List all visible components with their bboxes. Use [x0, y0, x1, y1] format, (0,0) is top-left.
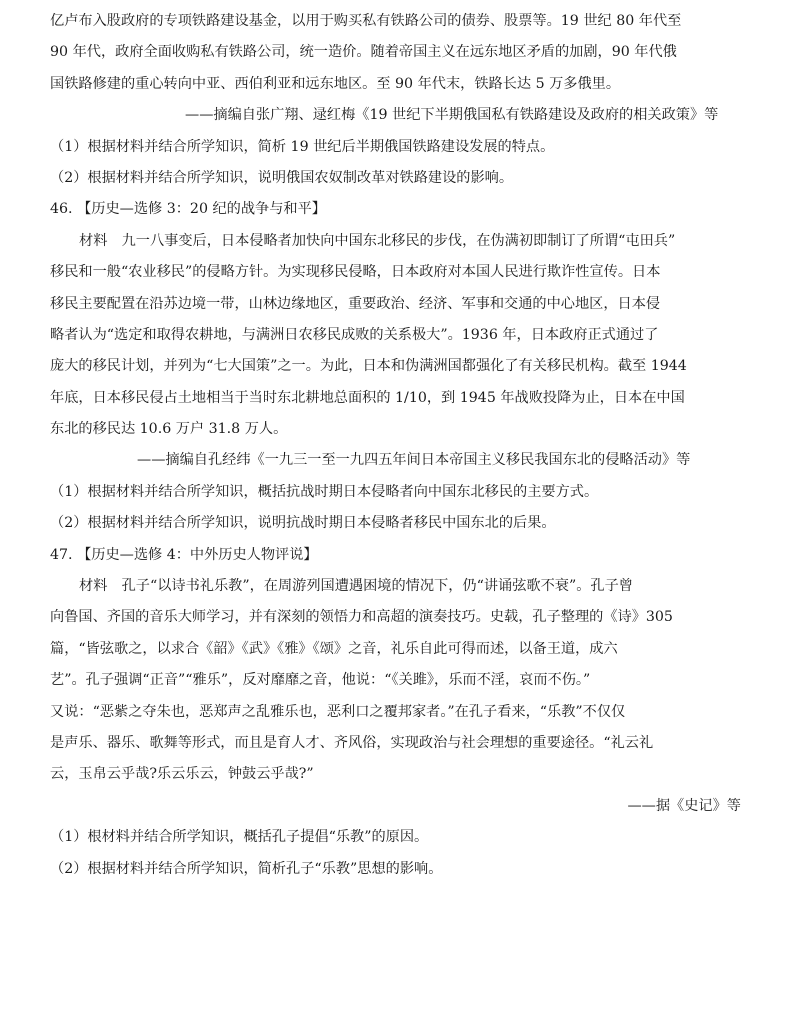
material-line: 云，玉帛云乎哉?乐云乐云，钟鼓云乎哉?”	[50, 766, 314, 783]
section-47	[50, 540, 741, 885]
section-heading: 46. 【历史—选修 3：20 纪的战争与和平】	[50, 201, 326, 218]
question-2: （2）根据材料并结合所学知识，说明抗战时期日本侵略者移民中国东北的后果。	[50, 515, 556, 532]
section-heading: 47. 【历史—选修 4：中外历史人物评说】	[50, 546, 318, 563]
material-line: 篇，“皆弦歌之，以求合《韶》《武》《雅》《颂》之音，礼乐自此可得而述，以备王道，成六	[50, 640, 618, 657]
material-source: ——据《史记》等	[627, 797, 741, 814]
material-line: 移民主要配置在沿苏边境一带，山林边缘地区，重要政治、经济、军事和交通的中心地区，日本侵	[50, 295, 661, 312]
material-line: 亿卢布入股政府的专项铁路建设基金，以用于购买私有铁路公司的债券、股票等。19 世纪 80 年代至	[50, 13, 682, 29]
section-46	[50, 194, 741, 539]
material-line: 90 年代，政府全面收购私有铁路公司，统一造价。随着帝国主义在远东地区矛盾的加剧，90 年代俄	[50, 44, 677, 61]
material-line: 向鲁国、齐国的音乐大师学习，并有深刻的领悟力和高超的演奏技巧。史载，孔子整理的《诗》305	[50, 609, 673, 626]
material-source: ——摘编自张广翔、逯红梅《19 世纪下半期俄国私有铁路建设及政府的相关政策》等	[185, 107, 719, 124]
material-line: 略者认为“选定和取得农耕地，与满洲日农移民成败的关系极大”。1936 年，日本政府正式通过了	[50, 326, 659, 343]
material-line: 年底，日本移民侵占土地相当于当时东北耕地总面积的 1/10，到 1945 年战败投降为止，日本在中国	[50, 389, 685, 406]
section-45	[50, 6, 741, 194]
material-line: 又说：“恶紫之夺朱也，恶郑声之乱雅乐也，恶利口之覆邦家者。”在孔子看来，“乐教”不仅仅	[50, 703, 626, 720]
question-2: （2）根据材料并结合所学知识，说明俄国农奴制改革对铁路建设的影响。	[50, 169, 514, 186]
material-line: 庞大的移民计划，并列为“七大国策”之一。为此，日本和伪满洲国都强化了有关移民机构。截至 1944	[50, 358, 687, 375]
material-line: 材料 九一八事变后，日本侵略者加快向中国东北移民的步伐，在伪满初即制订了所谓“屯田兵”	[79, 232, 676, 249]
material-line: 材料 孔子“以诗书礼乐教”，在周游列国遭遇困境的情况下，仍“讲诵弦歌不衰”。孔子曾	[79, 578, 633, 595]
material-line: 是声乐、器乐、歌舞等形式，而且是育人才、齐风俗，实现政治与社会理想的重要途径。“礼云礼	[50, 734, 654, 751]
question-2: （2）根据材料并结合所学知识，简析孔子“乐教”思想的影响。	[50, 860, 443, 877]
material-line: 东北的移民达 10.6 万户 31.8 万人。	[50, 421, 288, 438]
material-line: 国铁路修建的重心转向中亚、西伯利亚和远东地区。至 90 年代末，铁路长达 5 万多俄里。	[50, 75, 621, 92]
material-source: ——摘编自孔经纬《一九三一至一九四五年间日本帝国主义移民我国东北的侵略活动》等	[137, 452, 691, 469]
question-1: （1）根据材料并结合所学知识，概括抗战时期日本侵略者向中国东北移民的主要方式。	[50, 483, 599, 500]
material-line: 艺”。孔子强调“正音”“雅乐”，反对靡靡之音，他说：“《关雎》，乐而不淫，哀而不伤。”	[50, 672, 591, 689]
material-line: 移民和一般“农业移民”的侵略方针。为实现移民侵略，日本政府对本国人民进行欺诈性宣传。日本	[50, 264, 661, 281]
question-1: （1）根据材料并结合所学知识，简析 19 世纪后半期俄国铁路建设发展的特点。	[50, 138, 555, 155]
question-1: （1）根材料并结合所学知识，概括孔子提倡“乐教”的原因。	[50, 829, 429, 846]
